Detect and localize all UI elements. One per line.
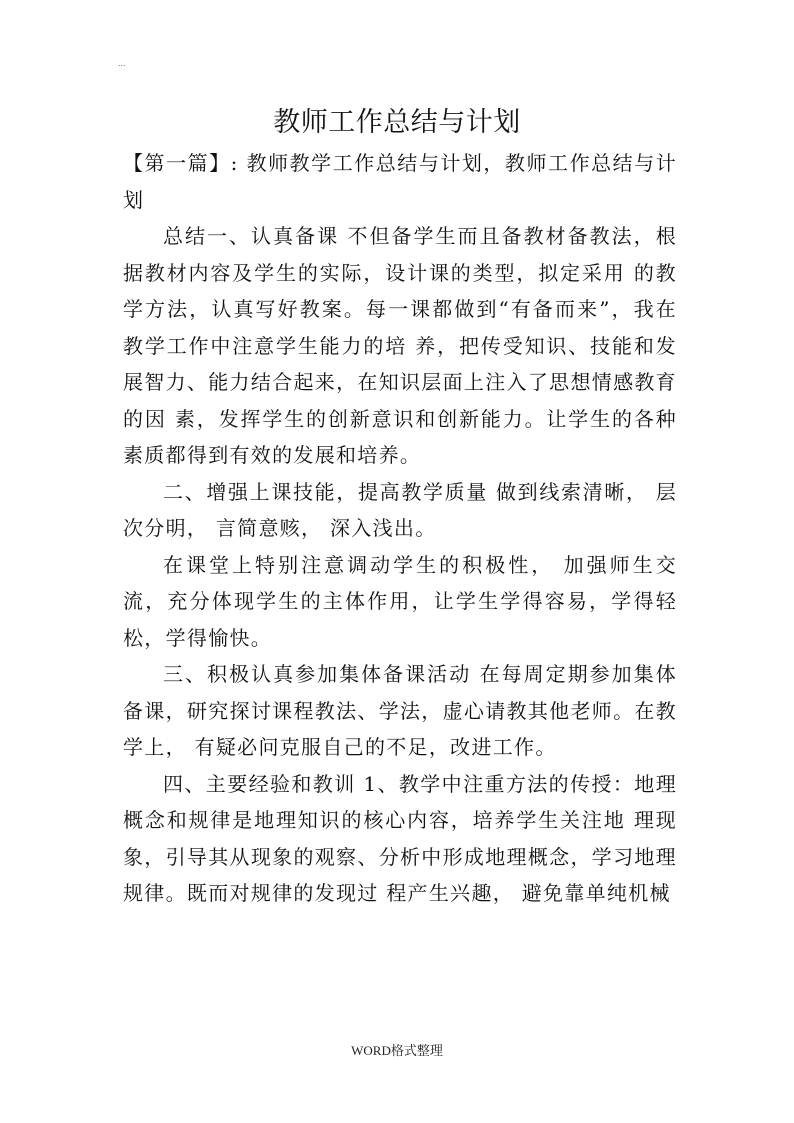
body-paragraph: 二、增强上课技能，提高教学质量 做到线索清晰， 层次分明， 言简意赅， 深入浅出。 (123, 479, 677, 540)
page-footer: WORD格式整理 (351, 1043, 443, 1058)
body-paragraph: 在课堂上特别注意调动学生的积极性， 加强师生交流，充分体现学生的主体作用，让学生学得容易，学得轻松，学得愉快。 (123, 552, 677, 650)
body-paragraph: 四、主要经验和教训 1、教学中注重方法的传授：地理概念和规律是地理知识的核心内容，培养学生关注地 理现象，引导其从现象的观察、分析中形成地理概念，学习地理规律。既而对规律的发现过 程产生兴趣， 避免靠单纯机械 (123, 771, 677, 905)
document-body (123, 145, 677, 912)
section-heading-paragraph: 【第一篇】: 教师教学工作总结与计划，教师工作总结与计划 (123, 151, 677, 212)
document-title: 教师工作总结与计划 (273, 107, 521, 138)
header-mark: ... (118, 58, 126, 68)
body-paragraph: 总结一、认真备课 不但备学生而且备教材备教法，根据教材内容及学生的实际，设计课的类型，拟定采用 的教学方法，认真写好教案。每一课都做到“有备而来”，我在教学工作中注意学生能力的培 养，把传受知识、技能和发展智力、能力结合起来，在知识层面上注入了思想情感教育的因 素，发挥学生的创新意识和创新能力。让学生的各种素质都得到有效的发展和培养。 (123, 224, 677, 467)
body-paragraph: 三、积极认真参加集体备课活动 在每周定期参加集体备课，研究探讨课程教法、学法，虚心请教其他老师。在教学上， 有疑必问克服自己的不足，改进工作。 (123, 662, 677, 759)
